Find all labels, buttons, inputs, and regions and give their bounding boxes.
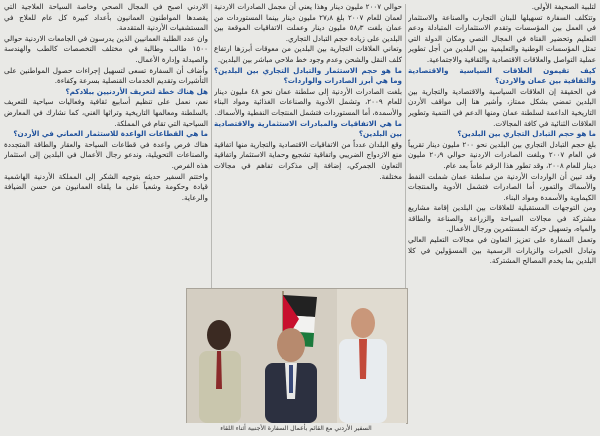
article-paragraph: وتعاني العلاقات التجارية بين البلدين من معوقات أبرزها ارتفاع كلف النقل والشحن وعدم وجود خط ملاحي مباشر بين البلدين.: [214, 44, 402, 64]
photo-caption: السفير الأردني مع القائم بأعمال السفارة الأجنبية أثناء اللقاء: [186, 423, 406, 435]
article-paragraph: الاردني اصبح في المجال الصحي وخاصة السياحة العلاجية التي يقصدها المواطنون العمانيون بأعداد كبيرة كل عام للعلاج في المستشفيات الأردنية المتقدمة.: [4, 2, 208, 33]
article-paragraph: ومن التوجهات المستقبلية للعلاقات بين البلدين إقامة مشاريع مشتركة في مجالات السياحة والزراعة والصناعة والطاقة والمياه، وتسهيل حركة المستثمرين ورجال الأعمال.: [408, 203, 596, 234]
article-subheading: هل هناك خطة لتعريف الأردنيين ببلادكم؟: [65, 86, 208, 96]
article-subheading: ما هو حجم التبادل التجاري بين البلدين؟: [457, 129, 596, 139]
article-paragraph: وقع البلدان عدداً من الاتفاقيات الاقتصادية والتجارية منها اتفاقية منع الازدواج الضريبي واتفاقية تشجيع وحماية الاستثمار واتفاقية التعاون الجمركي، إضافة إلى مذكرات تفاهم في مجالات مختلفة.: [214, 139, 402, 181]
article-paragraph: وتتكلف السفارة تسهيلها للبنان التجارب والصناعة والاستثمار في العمل بين المؤسسات وتقدم الاستثمارات المتبادلة ودعم التعليم وتحضير الفتاة في المجال النصي ومكان الدولة التي تمثل المؤسسات الوطنية والتعليمية بين البلدين من أجل تطوير عملية التواصل والعلاقات الاقتصادية والثقافية والاجتماعية.: [408, 12, 596, 64]
article-paragraph: بلغت الصادرات الأردنية إلى سلطنة عمان نحو ٤٨ مليون دينار للعام ٢٠٠٩، وتشمل الأدوية والصناعات الغذائية ومواد البناء والأسمدة، أما المستوردات فتشمل المنتجات النفطية والأسماك.: [214, 86, 402, 117]
article-subheading: كيف تقيمون العلاقات السياسية والاقتصادية والثقافية بين عمان والاردن؟: [408, 65, 596, 86]
article-paragraph: وتعمل السفارة على تعزيز التعاون في مجالات التعليم العالي وتبادل الخبرات والزيارات الرسمية بين المسؤولين في كلا البلدين بما يخدم المصالح المشتركة.: [408, 235, 596, 266]
article-paragraph: حوالي ٢٠٠٧ مليون دينار وهذا يعني أن مجمل الصادرات الاردنية لعمان للعام ٢٠٠٧ بلغ ٢٧٫٨ مليون دينار بينما المستوردات من عمان بلغت ٥٨٫٣ مليون دينار وعملت الاتفاقيات الموقعة بين البلدين على زيادة حجم التبادل التجاري.: [214, 2, 402, 43]
article-paragraph: وان عدد الطلبة العمانيين الذين يدرسون في الجامعات الاردنية حوالي ١٥٠٠ طالب وطالبة في مختلف التخصصات كالطب والهندسة والصيدلة وإدارة الأعمال.: [4, 33, 208, 64]
article-paragraph: هناك فرص واعدة في قطاعات السياحة والعقار والطاقة المتجددة والصناعات التحويلية، وندعو رجال الأعمال في البلدين إلى استثمار هذه الفرص.: [4, 139, 208, 170]
article-subheading: ما هو حجم الاستثمار والتبادل التجاري بين البلدين؟ وما هي أبرز الصادرات والواردات؟: [214, 65, 402, 86]
article-paragraph: نعم، نعمل على تنظيم أسابيع ثقافية وفعاليات سياحية للتعريف بالسلطنة ومعالمها التاريخية وتراثها الغني، كما نشارك في المعارض السياحية التي تقام في المملكة.: [4, 97, 208, 128]
article-column-right: [408, 2, 596, 434]
article-subheading: ما هي القطاعات الواعدة للاستثمار العماني في الأردن؟: [13, 129, 208, 139]
article-paragraph: في الحقيقة إن العلاقات السياسية والاقتصادية والتجارية بين البلدين تمضي بشكل ممتاز، وأشير هنا إلى مواقف الأردن التاريخية الداعمة لسلطنة عمان ومنها الدعم في التنمية وتطوير العلاقات الثنائية في كافة المجالات.: [408, 86, 596, 128]
article-column-left: [4, 2, 208, 434]
photo-illustration: [187, 289, 407, 423]
interview-photo: [186, 288, 408, 424]
article-subheading: ما هي الاتفاقيات والمبادرات الاستثمارية والاقتصادية بين البلدين؟: [214, 118, 402, 139]
article-paragraph: لتلبية الصحيفة الأولى.: [531, 2, 596, 11]
article-paragraph: وأضاف أن السفارة تسعى لتسهيل إجراءات حصول المواطنين على التأشيرات وتقديم الخدمات القنصلية بسرعة وكفاءة.: [4, 65, 208, 86]
article-paragraph: بلغ حجم التبادل التجاري بين البلدين نحو ٢٠٠ مليون دينار تقريباً في العام ٢٠٠٧ وبلغت الصادرات الاردنية حوالي ٢٠٫٩ مليون دينار للعام ٢٠٠٨، وقد تطور هذا الرقم عاماً بعد عام.: [408, 139, 596, 170]
article-paragraph: وقد تبين أن الواردات الأردنية من سلطنة عمان شملت النفط والأسماك والتمور، أما الصادرات فتشمل الأدوية والمنتجات الكيماوية والأسمدة ومواد البناء.: [408, 171, 596, 202]
article-paragraph: واختتم السفير حديثه بتوجيه الشكر إلى المملكة الأردنية الهاشمية قيادة وحكومة وشعباً على ما يلقاه العمانيون من حسن الضيافة والرعاية.: [4, 171, 208, 202]
